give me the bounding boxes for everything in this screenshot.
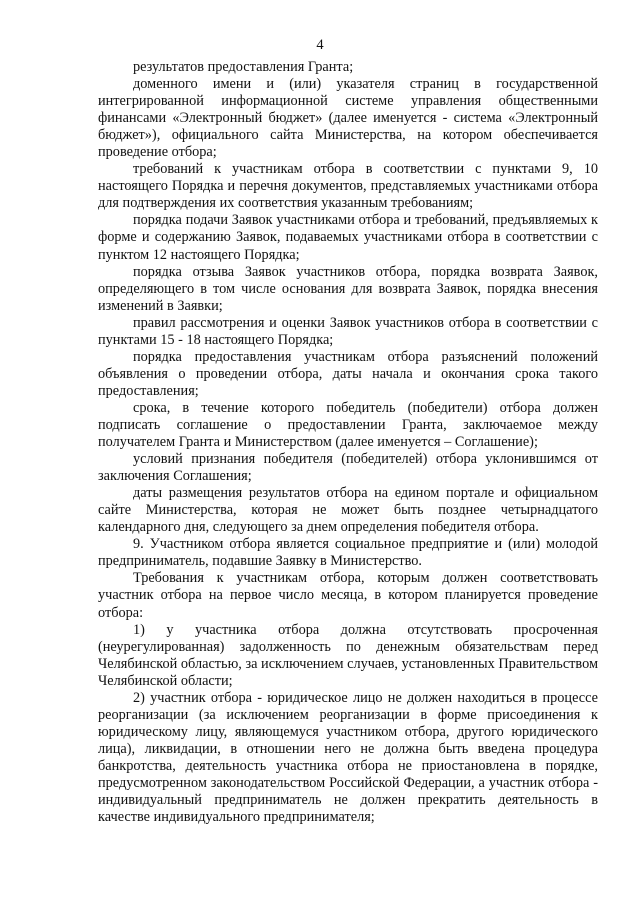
paragraph-evaluation-rules: правил рассмотрения и оценки Заявок участников отбора в соответствии с пунктами 15 - 18 настоящего Порядка; bbox=[98, 314, 598, 348]
paragraph-results-publication: даты размещения результатов отбора на едином портале и официальном сайте Министерства, которая не может быть позднее четырнадцатого календарного дня, следующего за днем определения победителя отбора. bbox=[98, 485, 598, 536]
paragraph-application-withdrawal: порядка отзыва Заявок участников отбора, порядка возврата Заявок, определяющего в том числе основания для возврата Заявок, порядка внесения изменений в Заявки; bbox=[98, 263, 598, 314]
paragraph-requirement-2: 2) участник отбора - юридическое лицо не должен находиться в процессе реорганизации (за исключением реорганизации в форме присоединения к юридическому лицу, являющемуся участником отбора, другого юридического лица), ликвидации, в отношении него не должна быть введена процедура банкротства, деятельность участника отбора не приостановлена в порядке, предусмотренном законодательством Российской Федерации, а участник отбора - индивидуальный предприниматель не должен прекратить деятельность в качестве индивидуального предпринимателя; bbox=[98, 689, 598, 826]
paragraph-section-9: 9. Участником отбора является социальное предприятие и (или) молодой предприниматель, подавшие Заявку в Министерство. bbox=[98, 536, 598, 570]
document-body bbox=[98, 59, 598, 826]
paragraph-requirement-1: 1) у участника отбора должна отсутствовать просроченная (неурегулированная) задолженность по денежным обязательствам перед Челябинской областью, за исключением случаев, установленных Правительством Челябинской области; bbox=[98, 621, 598, 689]
paragraph-grant-results: результатов предоставления Гранта; bbox=[133, 59, 354, 75]
paragraph-evasion-conditions: условий признания победителя (победителей) отбора уклонившимся от заключения Соглашения; bbox=[98, 451, 598, 485]
paragraph-signing-deadline: срока, в течение которого победитель (победители) отбора должен подписать соглашение о предоставлении Гранта, заключаемое между получателем Гранта и Министерством (далее именуется – Соглашение); bbox=[98, 399, 598, 451]
paragraph-participant-requirements: требований к участникам отбора в соответствии с пунктами 9, 10 настоящего Порядка и перечня документов, представляемых участниками отбора для подтверждения их соответствия указанным требованиям; bbox=[98, 161, 598, 212]
paragraph-requirements-intro: Требования к участникам отбора, которым должен соответствовать участник отбора на первое число месяца, в котором планируется проведение отбора: bbox=[98, 570, 598, 621]
paragraph-clarifications: порядка предоставления участникам отбора разъяснений положений объявления о проведении отбора, даты начала и окончания срока такого предоставления; bbox=[98, 348, 598, 399]
paragraph-application-procedure: порядка подачи Заявок участниками отбора и требований, предъявляемых к форме и содержанию Заявок, подаваемых участниками отбора в соответствии с пунктом 12 настоящего Порядка; bbox=[98, 212, 598, 263]
page-number: 4 bbox=[316, 37, 324, 53]
paragraph-domain-name: доменного имени и (или) указателя страниц в государственной интегрированной информационной системе управления общественными финансами «Электронный бюджет» (далее именуется - система «Электронный бюджет»), официального сайта Министерства, на котором обеспечивается проведение отбора; bbox=[98, 76, 598, 161]
